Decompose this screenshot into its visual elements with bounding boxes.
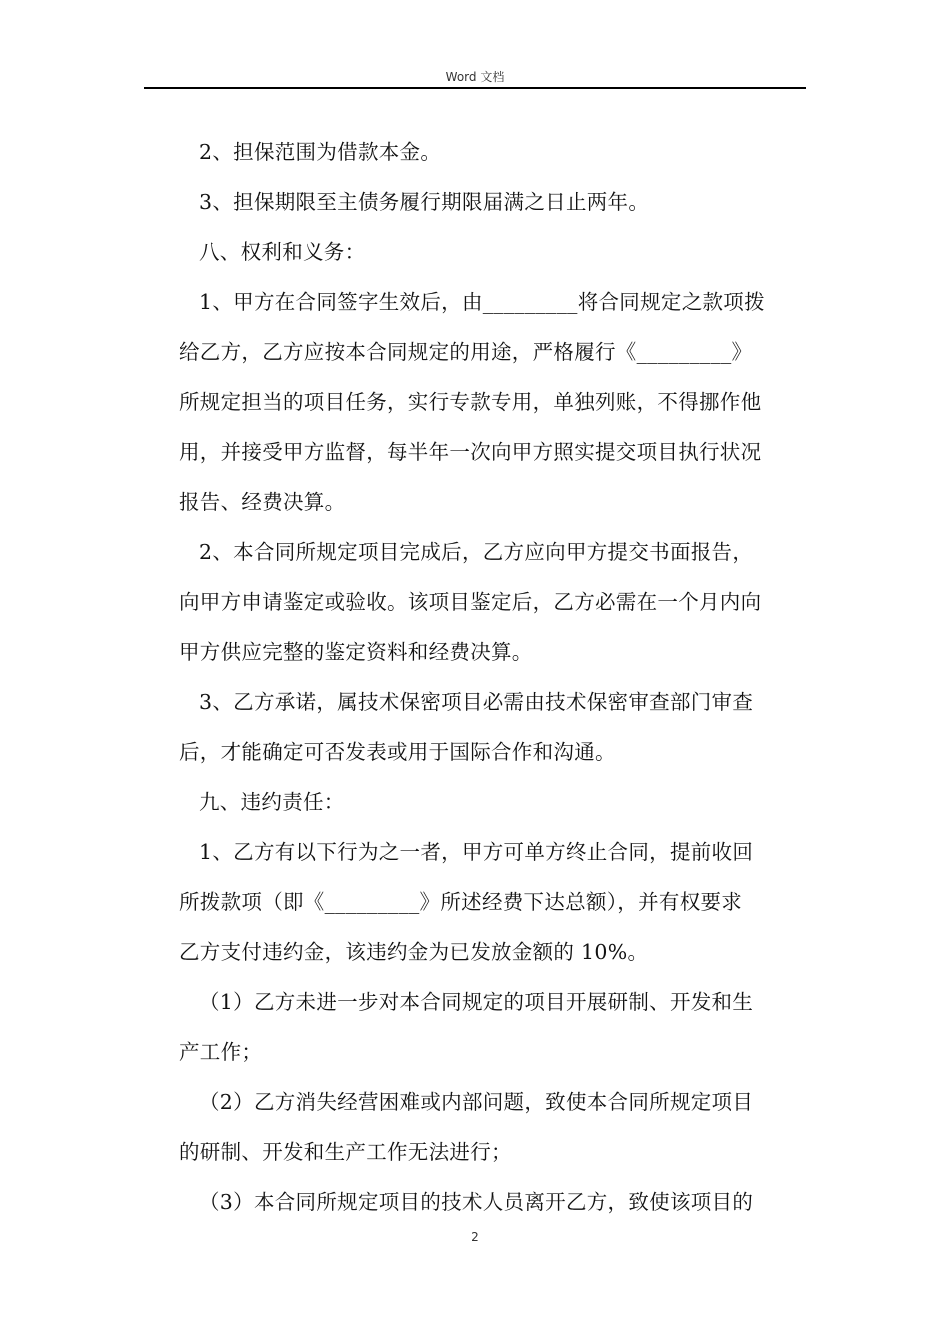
- paragraph: [179, 127, 809, 177]
- paragraph-line: 给乙方，乙方应按本合同规定的用途，严格履行《_________》: [179, 340, 753, 364]
- paragraph-line: 2、本合同所规定项目完成后，乙方应向甲方提交书面报告，: [199, 540, 754, 564]
- paragraph: [179, 527, 809, 677]
- paragraph-line: 报告、经费决算。: [179, 490, 346, 514]
- paragraph-line: 九、违约责任：: [199, 790, 345, 814]
- paragraph-line: 所规定担当的项目任务，实行专款专用，单独列账，不得挪作他: [179, 390, 762, 414]
- paragraph-line: 3、担保期限至主债务履行期限届满之日止两年。: [199, 190, 650, 214]
- section-heading: [179, 777, 809, 827]
- paragraph: [179, 277, 809, 527]
- paragraph-line: （1）乙方未进一步对本合同规定的项目开展研制、开发和生: [199, 990, 754, 1014]
- paragraph-line: 甲方供应完整的鉴定资料和经费决算。: [179, 640, 533, 664]
- section-heading: [179, 227, 809, 277]
- paragraph-line: 向甲方申请鉴定或验收。该项目鉴定后，乙方必需在一个月内向: [179, 590, 762, 614]
- paragraph-line: 所拨款项（即《_________》所述经费下达总额），并有权要求: [179, 890, 743, 914]
- paragraph-line: 乙方支付违约金，该违约金为已发放金额的 10%。: [179, 940, 649, 964]
- paragraph: [179, 677, 809, 777]
- paragraph-line: 八、权利和义务：: [199, 240, 366, 264]
- paragraph-line: 产工作；: [179, 1040, 263, 1064]
- paragraph: [179, 977, 809, 1077]
- paragraph: [179, 827, 809, 977]
- paragraph-line: （3）本合同所规定项目的技术人员离开乙方，致使该项目的: [199, 1190, 754, 1214]
- paragraph: [179, 1177, 809, 1227]
- page-number: 2: [471, 1230, 479, 1244]
- paragraph: [179, 1077, 809, 1177]
- header-title: Word 文档: [445, 70, 505, 84]
- paragraph: [179, 177, 809, 227]
- paragraph-line: 2、担保范围为借款本金。: [199, 140, 442, 164]
- header-rule: [144, 87, 806, 89]
- paragraph-line: 3、乙方承诺，属技术保密项目必需由技术保密审查部门审查: [199, 690, 754, 714]
- paragraph-line: 用，并接受甲方监督，每半年一次向甲方照实提交项目执行状况: [179, 440, 762, 464]
- paragraph-line: 的研制、开发和生产工作无法进行；: [179, 1140, 512, 1164]
- paragraph-line: 后，才能确定可否发表或用于国际合作和沟通。: [179, 740, 616, 764]
- document-body: [179, 127, 809, 1227]
- paragraph-line: （2）乙方消失经营困难或内部问题，致使本合同所规定项目: [199, 1090, 754, 1114]
- paragraph-line: 1、乙方有以下行为之一者，甲方可单方终止合同，提前收回: [199, 840, 754, 864]
- paragraph-line: 1、甲方在合同签字生效后，由_________将合同规定之款项拨: [199, 290, 765, 314]
